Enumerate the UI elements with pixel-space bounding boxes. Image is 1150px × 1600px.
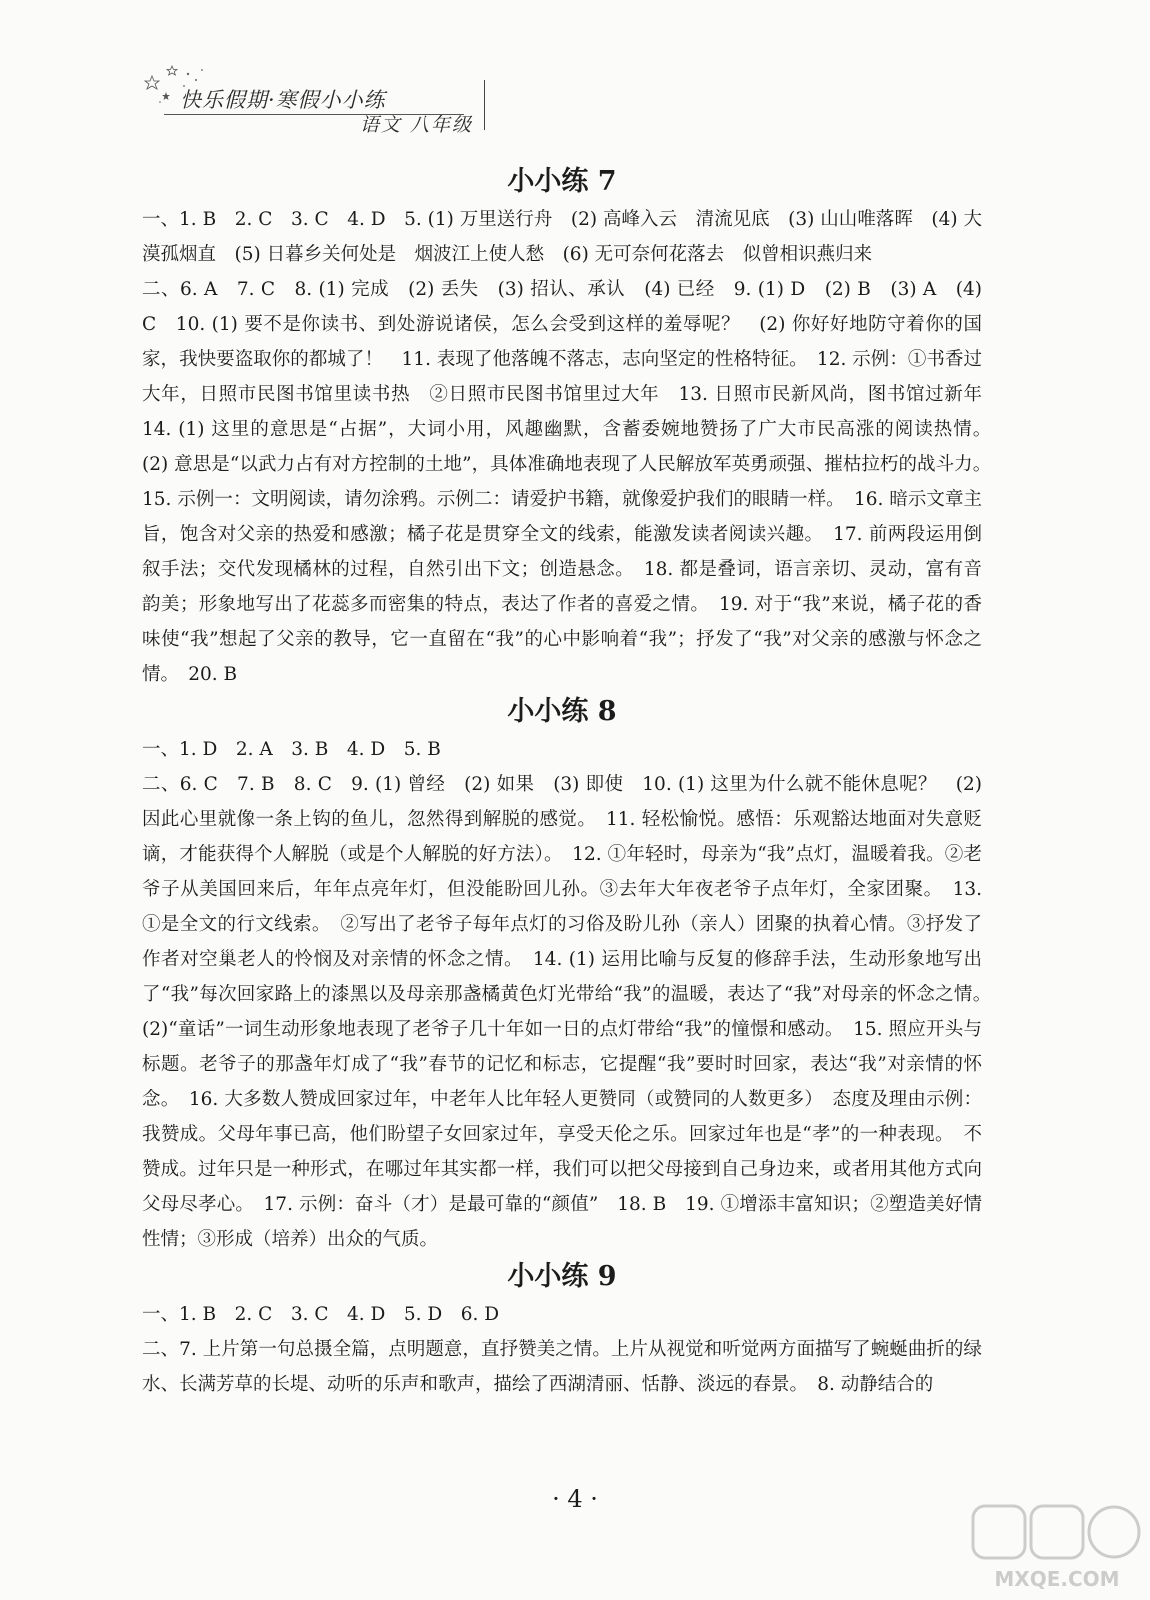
header-vertical-rule bbox=[484, 80, 485, 130]
header-title: 快乐假期·寒假小小练 bbox=[180, 88, 386, 112]
answer-paragraph: 一、1. B 2. C 3. C 4. D 5. (1) 万里送行舟 (2) 高峰入云 清流见底 (3) 山山唯落晖 (4) 大漠孤烟直 (5) 日暮乡关何处是 烟波江上使人愁 (6) 无可奈何花落去 似曾相识燕归来 bbox=[142, 209, 982, 265]
section-title: 小小练 9 bbox=[507, 1261, 617, 1292]
answer-paragraph: 二、6. C 7. B 8. C 9. (1) 曾经 (2) 如果 (3) 即使 10. (1) 这里为什么就不能休息呢？ (2) 因此心里就像一条上钩的鱼儿，忽然得到解脱的感觉。 11. 轻松愉悦。感悟：乐观豁达地面对失意贬谪，才能获得个人解脱（或是个人解脱的好方法）。 12. ①年轻时，母亲为“我”点灯，温暖着我。②老爷子从美国回来后，年年点亮年灯，但没能盼回儿孙。③去年大年夜老爷子点年灯，全家团聚。 13. ①是全文的行文线索。 ②写出了老爷子每年点灯的习俗及盼儿孙（亲人）团聚的执着心情。③抒发了作者对空巢老人的怜悯及对亲情的怀念之情。 14. (1) 运用比喻与反复的修辞手法，生动形象地写出了“我”每次回家路上的漆黑以及母亲那盏橘黄色灯光带给“我”的温暖，表达了“我”对母亲的怀念之情。 (2)“童话”一词生动形象地表现了老爷子几十年如一日的点灯带给“我”的憧憬和感动。 15. 照应开头与标题。老爷子的那盏年灯成了“我”春节的记忆和标志，它提醒“我”要时时回家，表达“我”对亲情的怀念。 16. 大多数人赞成回家过年，中老年人比年轻人更赞同（或赞同的人数更多） 态度及理由示例：我赞成。父母年事已高，他们盼望子女回家过年，享受天伦之乐。回家过年也是“孝”的一种表现。 不赞成。过年只是一种形式，在哪过年其实都一样，我们可以把父母接到自己身边来，或者用其他方式向父母尽孝心。 17. 示例：奋斗（才）是最可靠的“颜值” 18. B 19. ①增添丰富知识；②塑造美好情性情；③形成（培养）出众的气质。 bbox=[142, 774, 1001, 1250]
answer-paragraph: 一、1. B 2. C 3. C 4. D 5. D 6. D bbox=[142, 1304, 500, 1325]
page-header bbox=[140, 62, 485, 136]
page-number: · 4 · bbox=[552, 1485, 598, 1513]
answer-content bbox=[142, 162, 1001, 1402]
section-title: 小小练 8 bbox=[507, 696, 617, 727]
watermark-logo-icon bbox=[969, 1502, 1144, 1594]
section-title: 小小练 7 bbox=[507, 166, 617, 197]
answer-paragraph: 一、1. D 2. A 3. B 4. D 5. B bbox=[142, 739, 441, 760]
watermark-text: MXQE.COM bbox=[994, 1567, 1120, 1591]
answer-paragraph: 二、6. A 7. C 8. (1) 完成 (2) 丢失 (3) 招认、承认 (4) 已经 9. (1) D (2) B (3) A (4) C 10. (1) 要不是你读书、到处游说诸侯，怎么会受到这样的羞辱呢？ (2) 你好好地防守着你的国家，我快要盗取你的都城了！ 11. 表现了他落魄不落志，志向坚定的性格特征。 12. 示例：①书香过大年，日照市民图书馆里读书热 ②日照市民图书馆里过大年 13. 日照市民新风尚，图书馆过新年 14. (1) 这里的意思是“占据”，大词小用，风趣幽默，含蓄委婉地赞扬了广大市民高涨的阅读热情。 (2) 意思是“以武力占有对方控制的土地”，具体准确地表现了人民解放军英勇顽强、摧枯拉朽的战斗力。 15. 示例一：文明阅读，请勿涂鸦。示例二：请爱护书籍，就像爱护我们的眼睛一样。 16. 暗示文章主旨，饱含对父亲的热爱和感激；橘子花是贯穿全文的线索，能激发读者阅读兴趣。 17. 前两段运用倒叙手法；交代发现橘林的过程，自然引出下文；创造悬念。 18. 都是叠词，语言亲切、灵动，富有音韵美；形象地写出了花蕊多而密集的特点，表达了作者的喜爱之情。 19. 对于“我”来说，橘子花的香味使“我”想起了父亲的教导，它一直留在“我”的心中影响着“我”；抒发了“我”对父亲的感激与怀念之情。 20. B bbox=[142, 279, 1001, 685]
answer-paragraph: 二、7. 上片第一句总摄全篇，点明题意，直抒赞美之情。上片从视觉和听觉两方面描写了蜿蜒曲折的绿水、长满芳草的长堤、动听的乐声和歌声，描绘了西湖清丽、恬静、淡远的春景。 8. 动静结合的 bbox=[142, 1339, 982, 1395]
header-subtitle: 语文 八年级 bbox=[359, 114, 473, 136]
